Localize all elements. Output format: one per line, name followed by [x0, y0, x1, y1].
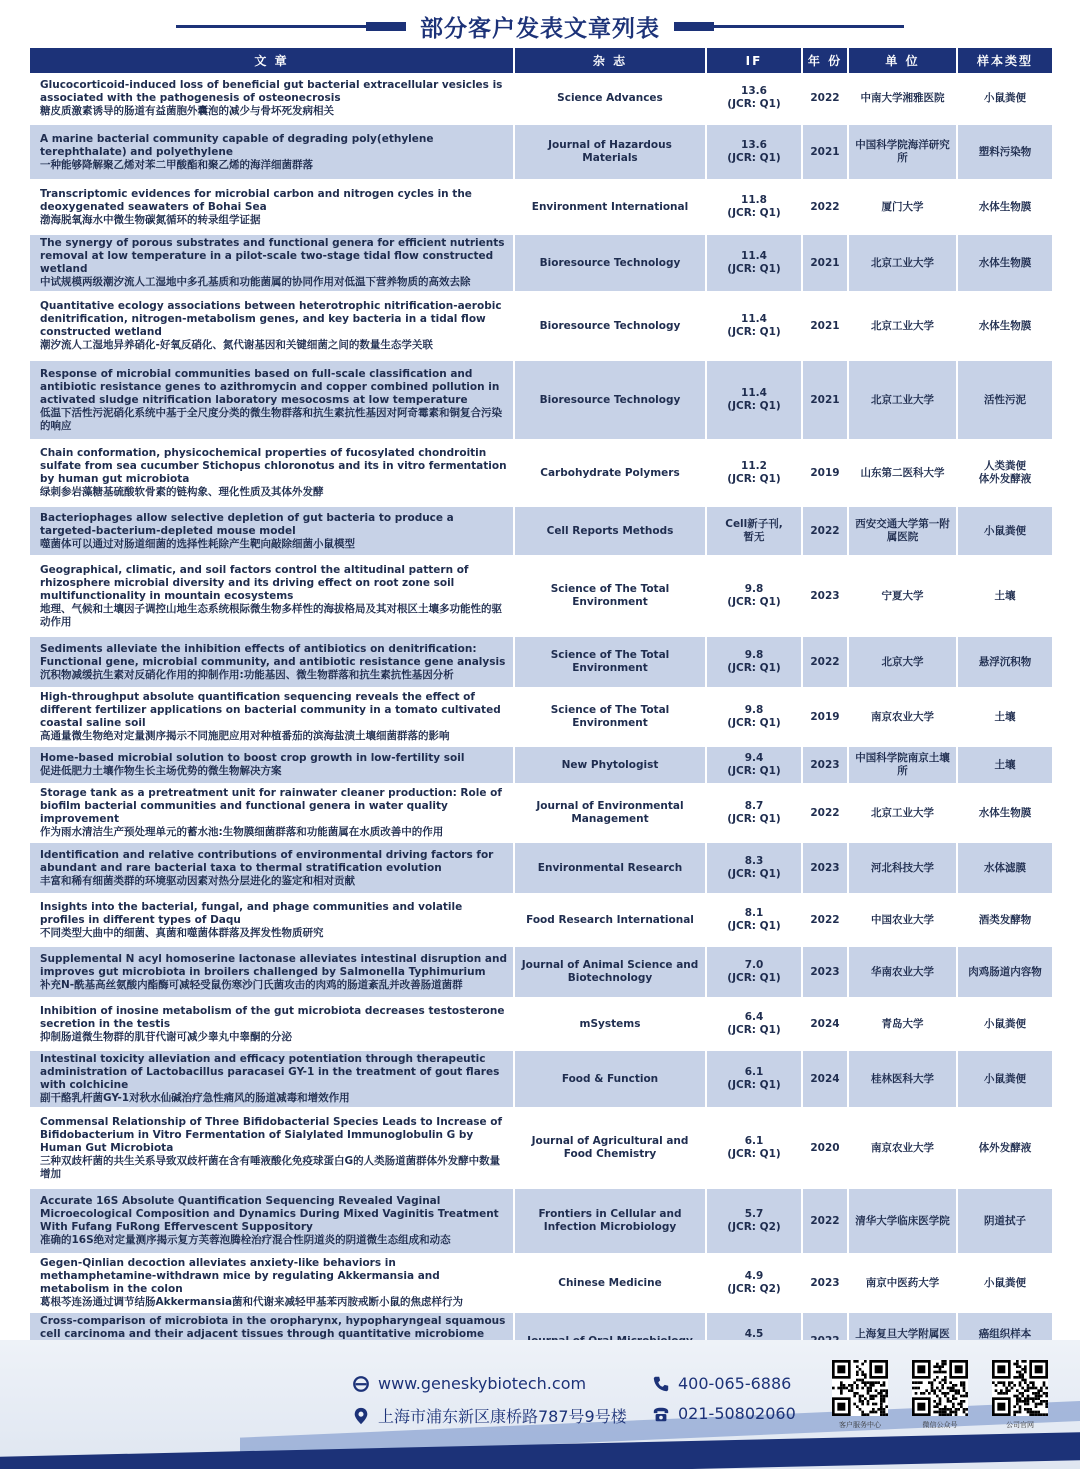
article-title-cell	[30, 747, 513, 785]
sample-type-cell: 人类粪便 体外发酵液	[958, 441, 1052, 507]
phone-hotline-text: 400-065-6886	[678, 1374, 792, 1393]
sample-type-cell: 塑料污染物	[958, 125, 1052, 181]
article-title-cn: 抑制肠道微生物群的肌苷代谢可减少睾丸中睾酮的分泌	[40, 1030, 292, 1043]
journal-cell: Bioresource Technology	[515, 293, 705, 361]
table-row	[30, 1109, 1052, 1189]
sample-type-cell: 小鼠粪便	[958, 507, 1052, 557]
article-title-cn: 糖皮质激素诱导的肠道有益菌胞外囊泡的减少与骨坏死发病相关	[40, 104, 334, 117]
unit-cell: 北京工业大学	[849, 361, 956, 441]
table-row	[30, 125, 1052, 181]
impact-factor-cell	[707, 125, 801, 181]
impact-factor-cell	[707, 689, 801, 747]
article-title-en: Quantitative ecology associations between heterotrophic nitrification-aerobic denitrification, nitrogen-metabolism genes, and key bacteria in a tidal flow constructed wetland	[40, 300, 502, 338]
article-title-en: Commensal Relationship of Three Bifidobacterial Species Leads to Increase of Bifidobacterium in Vitro Fermentation of Sialylated Immunoglobulin G by Human Gut Microbiota	[40, 1115, 503, 1154]
impact-factor-cell	[707, 843, 801, 895]
year-cell: 2021	[803, 235, 847, 293]
table-row	[30, 293, 1052, 361]
impact-factor-quartile: (JCR: Q1)	[727, 813, 781, 825]
year-cell: 2023	[803, 1255, 847, 1313]
column-header-year: 年 份	[803, 48, 847, 73]
impact-factor-cell	[707, 999, 801, 1051]
sample-type-cell: 土壤	[958, 747, 1052, 785]
table-row	[30, 895, 1052, 947]
impact-factor-value: 9.4	[744, 752, 764, 764]
sample-type-cell: 体外发酵液	[958, 1109, 1052, 1189]
title-decoration-left	[176, 25, 406, 28]
impact-factor-cell	[707, 73, 801, 125]
impact-factor-quartile: (JCR: Q1)	[727, 473, 781, 485]
web-icon	[352, 1375, 370, 1393]
article-title-cn: 促进低肥力土壤作物生长主场优势的微生物解决方案	[40, 765, 282, 777]
article-title-cn: 沉积物减缓抗生素对反硝化作用的抑制作用:功能基因、微生物群落和抗生素抗性基因分析	[40, 668, 454, 681]
impact-factor-value: 6.4	[744, 1011, 764, 1023]
impact-factor-cell	[707, 557, 801, 637]
impact-factor-value: Cell新子刊,	[725, 518, 783, 530]
article-title-cell	[30, 361, 513, 441]
year-cell: 2022	[803, 507, 847, 557]
unit-cell: 厦门大学	[849, 181, 956, 235]
unit-cell: 宁夏大学	[849, 557, 956, 637]
impact-factor-cell	[707, 895, 801, 947]
impact-factor-cell	[707, 947, 801, 999]
table-row	[30, 747, 1052, 785]
impact-factor-quartile: (JCR: Q1)	[727, 263, 781, 275]
table-row	[30, 999, 1052, 1051]
impact-factor-quartile: 暂无	[743, 531, 765, 543]
unit-cell: 华南农业大学	[849, 947, 956, 999]
article-title-cell	[30, 689, 513, 747]
website-link[interactable]	[352, 1374, 586, 1393]
article-title-cell	[30, 1051, 513, 1109]
table-row	[30, 73, 1052, 125]
article-title-cell	[30, 637, 513, 689]
article-title-en: Cross-comparison of microbiota in the oropharynx, hypopharyngeal squamous cell carcinoma and their adjacent tissues through quantitative microbiome	[40, 1315, 506, 1340]
table-row	[30, 785, 1052, 843]
column-header-sample-type: 样本类型	[958, 48, 1052, 73]
impact-factor-value: 8.7	[744, 800, 764, 812]
journal-cell: Bioresource Technology	[515, 235, 705, 293]
qr-code-icon	[992, 1360, 1048, 1416]
website-text: www.geneskybiotech.com	[378, 1374, 587, 1393]
article-title-cn: 绿刺参岩藻糖基硫酸软骨素的链构象、理化性质及其体外发酵	[40, 486, 324, 498]
unit-cell: 北京大学	[849, 637, 956, 689]
table-row	[30, 1189, 1052, 1255]
impact-factor-cell	[707, 361, 801, 441]
column-header-article: 文 章	[30, 48, 513, 73]
article-title-cn: 高通量微生物绝对定量测序揭示不同施肥应用对种植番茄的滨海盐渍土壤细菌群落的影响	[40, 730, 450, 742]
journal-cell: Science of The Total Environment	[515, 637, 705, 689]
year-cell: 2019	[803, 441, 847, 507]
phone-hotline[interactable]	[652, 1374, 791, 1393]
unit-cell: 河北科技大学	[849, 843, 956, 895]
unit-cell: 中国农业大学	[849, 895, 956, 947]
year-cell: 2022	[803, 895, 847, 947]
article-title-en: Sediments alleviate the inhibition effects of antibiotics on denitrification: Functional gene, microbial community, and antibiotic resistance gene analysis	[40, 642, 506, 668]
impact-factor-value: 8.3	[744, 855, 764, 867]
article-title-cell	[30, 785, 513, 843]
impact-factor-cell	[707, 637, 801, 689]
article-title-cn: 作为雨水清洁生产预处理单元的蓄水池:生物膜细菌群落和功能菌属在水质改善中的作用	[40, 826, 444, 838]
sample-type-cell: 阴道拭子	[958, 1189, 1052, 1255]
journal-cell: mSystems	[515, 999, 705, 1051]
year-cell: 2022	[803, 637, 847, 689]
impact-factor-value: 4.9	[744, 1270, 764, 1282]
article-title-en: High-throughput absolute quantification sequencing reveals the effect of different fertilizer applications on bacterial community in a tomato cultivated coastal saline soil	[40, 691, 501, 729]
title-decoration-right	[674, 25, 904, 28]
article-title-cn: 三种双歧杆菌的共生关系导致双歧杆菌在含有唾液酸化免疫球蛋白G的人类肠道菌群体外发酵中数量增加	[40, 1154, 501, 1180]
impact-factor-quartile: (JCR: Q1)	[727, 662, 781, 674]
year-cell: 2022	[803, 1189, 847, 1255]
table-row	[30, 1255, 1052, 1313]
journal-cell: Bioresource Technology	[515, 361, 705, 441]
qr-code-icon	[832, 1360, 888, 1416]
qr-website[interactable]	[992, 1360, 1048, 1430]
article-title-cell	[30, 895, 513, 947]
impact-factor-value: 11.4	[741, 387, 767, 399]
journal-cell: Science Advances	[515, 73, 705, 125]
journal-cell: Journal of Environmental Management	[515, 785, 705, 843]
unit-cell: 北京工业大学	[849, 293, 956, 361]
phone-landline[interactable]	[652, 1404, 796, 1423]
column-header-journal: 杂 志	[515, 48, 705, 73]
article-title-cn: 噬菌体可以通过对肠道细菌的选择性耗除产生靶向敲除细菌小鼠模型	[40, 537, 355, 550]
sample-type-cell: 水体滤膜	[958, 843, 1052, 895]
impact-factor-cell	[707, 785, 801, 843]
article-title-en: Inhibition of inosine metabolism of the gut microbiota decreases testosterone secretion in the testis	[40, 1004, 505, 1030]
articles-table	[28, 48, 1054, 1371]
article-title-en: Gegen-Qinlian decoction alleviates anxiety-like behaviors in methamphetamine-withdrawn mice by regulating Akkermansia and metabolism in the colon	[40, 1257, 440, 1295]
unit-cell: 山东第二医科大学	[849, 441, 956, 507]
unit-cell: 西安交通大学第一附属医院	[849, 507, 956, 557]
page-title-bar	[0, 6, 1080, 46]
impact-factor-quartile: (JCR: Q2)	[727, 1283, 781, 1295]
unit-cell: 中国科学院南京土壤所	[849, 747, 956, 785]
article-title-cn: 不同类型大曲中的细菌、真菌和噬菌体群落及挥发性物质研究	[40, 926, 324, 939]
table-row	[30, 1051, 1052, 1109]
article-title-en: Bacteriophages allow selective depletion of gut bacteria to produce a targeted-bacterium-depleted mouse model	[40, 511, 454, 537]
unit-cell: 桂林医科大学	[849, 1051, 956, 1109]
journal-cell: Science of The Total Environment	[515, 557, 705, 637]
impact-factor-quartile: (JCR: Q1)	[727, 207, 781, 219]
table-row	[30, 843, 1052, 895]
year-cell: 2023	[803, 747, 847, 785]
impact-factor-value: 13.6	[741, 139, 767, 151]
telephone-icon	[652, 1405, 670, 1423]
impact-factor-quartile: (JCR: Q1)	[727, 596, 781, 608]
impact-factor-quartile: (JCR: Q1)	[727, 152, 781, 164]
impact-factor-value: 9.8	[744, 704, 764, 716]
table-row	[30, 441, 1052, 507]
impact-factor-quartile: (JCR: Q1)	[727, 98, 781, 110]
year-cell: 2021	[803, 361, 847, 441]
sample-type-cell: 酒类发酵物	[958, 895, 1052, 947]
table-row	[30, 637, 1052, 689]
journal-cell: Environment International	[515, 181, 705, 235]
impact-factor-value: 11.2	[741, 460, 767, 472]
year-cell: 2023	[803, 947, 847, 999]
location-pin-icon	[352, 1407, 370, 1425]
journal-cell: Science of The Total Environment	[515, 689, 705, 747]
journal-cell: Journal of Animal Science and Biotechnology	[515, 947, 705, 999]
article-title-cn: 地理、气候和土壤因子调控山地生态系统根际微生物多样性的海拔格局及其对根区土壤多功能性的驱动作用	[40, 602, 502, 628]
impact-factor-cell	[707, 293, 801, 361]
article-title-cell	[30, 507, 513, 557]
article-title-cell	[30, 441, 513, 507]
article-title-cn: 中试规模两级潮汐流人工湿地中多孔基质和功能菌属的协同作用对低温下营养物质的高效去除	[40, 276, 471, 288]
unit-cell: 中南大学湘雅医院	[849, 73, 956, 125]
unit-cell: 南京中医药大学	[849, 1255, 956, 1313]
article-title-cn: 一种能够降解聚乙烯对苯二甲酸酯和聚乙烯的海洋细菌群落	[40, 158, 313, 171]
year-cell: 2021	[803, 125, 847, 181]
table-row	[30, 947, 1052, 999]
article-title-en: Geographical, climatic, and soil factors control the altitudinal pattern of rhizosphere microbial diversity and its driving effect on root zone soil multifunctionality in mountain ecosystems	[40, 563, 469, 602]
year-cell: 2019	[803, 689, 847, 747]
year-cell: 2021	[803, 293, 847, 361]
impact-factor-quartile: (JCR: Q1)	[727, 1148, 781, 1160]
sample-type-cell: 小鼠粪便	[958, 73, 1052, 125]
article-title-en: Home-based microbial solution to boost crop growth in low-fertility soil	[40, 752, 465, 764]
impact-factor-cell	[707, 1189, 801, 1255]
impact-factor-value: 9.8	[744, 649, 764, 661]
journal-cell: Journal of Agricultural and Food Chemistry	[515, 1109, 705, 1189]
sample-type-cell: 活性污泥	[958, 361, 1052, 441]
impact-factor-value: 4.5	[744, 1328, 764, 1340]
sample-type-cell: 小鼠粪便	[958, 1051, 1052, 1109]
article-title-cn: 葛根芩连汤通过调节结肠Akkermansia菌和代谢来减轻甲基苯丙胺戒断小鼠的焦虑样行为	[40, 1296, 464, 1308]
impact-factor-value: 5.7	[744, 1208, 764, 1220]
journal-cell: New Phytologist	[515, 747, 705, 785]
article-title-cn: 副干酪乳杆菌GY-1对秋水仙碱治疗急性痛风的肠道减毒和增效作用	[40, 1092, 350, 1104]
journal-cell: Food & Function	[515, 1051, 705, 1109]
sample-type-cell: 水体生物膜	[958, 293, 1052, 361]
sample-type-cell: 土壤	[958, 689, 1052, 747]
table-header-row	[30, 48, 1052, 73]
impact-factor-quartile: (JCR: Q1)	[727, 326, 781, 338]
article-title-en: Chain conformation, physicochemical properties of fucosylated chondroitin sulfate from sea cucumber Stichopus chloronotus and its in vitro fermentation by human gut microbiota	[40, 447, 507, 485]
impact-factor-value: 11.8	[741, 194, 767, 206]
impact-factor-quartile: (JCR: Q1)	[727, 920, 781, 932]
article-title-cell	[30, 125, 513, 181]
page-title: 部分客户发表文章列表	[420, 15, 660, 42]
article-title-en: Supplemental N acyl homoserine lactonase alleviates intestinal disruption and improves gut microbiota in broilers challenged by Salmonella Typhimurium	[40, 952, 507, 978]
qr-customer-service[interactable]	[832, 1360, 888, 1430]
table-row	[30, 507, 1052, 557]
impact-factor-value: 7.0	[744, 959, 764, 971]
sample-type-cell: 水体生物膜	[958, 785, 1052, 843]
journal-cell: Frontiers in Cellular and Infection Microbiology	[515, 1189, 705, 1255]
sample-type-cell: 悬浮沉积物	[958, 637, 1052, 689]
article-title-cell	[30, 1255, 513, 1313]
sample-type-cell: 肉鸡肠道内容物	[958, 947, 1052, 999]
impact-factor-value: 11.4	[741, 250, 767, 262]
sample-type-cell: 水体生物膜	[958, 235, 1052, 293]
year-cell: 2023	[803, 557, 847, 637]
year-cell: 2022	[803, 73, 847, 125]
journal-cell: Journal of Hazardous Materials	[515, 125, 705, 181]
qr-caption: 客户服务中心	[839, 1421, 881, 1429]
sample-type-cell: 水体生物膜	[958, 181, 1052, 235]
article-title-en: Response of microbial communities based on full-scale classification and antibiotic resistance genes to azithromycin and copper combined pollution in activated sludge nitrification laboratory mesocosms at low temperature	[40, 367, 500, 406]
article-title-cn: 低温下活性污泥硝化系统中基于全尺度分类的微生物群落和抗生素抗性基因对阿奇霉素和铜复合污染的响应	[40, 406, 502, 432]
article-title-en: Insights into the bacterial, fungal, and phage communities and volatile profiles in different types of Daqu	[40, 900, 463, 926]
year-cell: 2022	[803, 785, 847, 843]
unit-cell: 中国科学院海洋研究所	[849, 125, 956, 181]
impact-factor-cell	[707, 1051, 801, 1109]
phone-landline-text: 021-50802060	[678, 1404, 796, 1423]
impact-factor-quartile: (JCR: Q1)	[727, 400, 781, 412]
article-title-cn: 准确的16S绝对定量测序揭示复方芙蓉泡腾栓治疗混合性阴道炎的阴道微生态组成和动态	[40, 1234, 451, 1246]
article-title-en: A marine bacterial community capable of degrading poly(ethylene terephthalate) and polyethylene	[40, 132, 434, 158]
impact-factor-cell	[707, 1109, 801, 1189]
impact-factor-value: 6.1	[744, 1135, 764, 1147]
impact-factor-quartile: (JCR: Q1)	[727, 1079, 781, 1091]
impact-factor-cell	[707, 441, 801, 507]
impact-factor-quartile: (JCR: Q1)	[727, 717, 781, 729]
article-title-cell	[30, 947, 513, 999]
qr-code-icon	[912, 1360, 968, 1416]
article-title-cn: 补充N-酰基高丝氨酸内酯酶可减轻受鼠伤寒沙门氏菌攻击的肉鸡的肠道紊乱并改善肠道菌群	[40, 978, 463, 991]
journal-cell: Cell Reports Methods	[515, 507, 705, 557]
article-title-cell	[30, 999, 513, 1051]
journal-cell: Environmental Research	[515, 843, 705, 895]
article-title-cell	[30, 1189, 513, 1255]
qr-wechat[interactable]	[912, 1360, 968, 1430]
impact-factor-value: 6.1	[744, 1066, 764, 1078]
article-title-en: Transcriptomic evidences for microbial carbon and nitrogen cycles in the deoxygenated seawaters of Bohai Sea	[40, 187, 472, 213]
unit-cell: 清华大学临床医学院	[849, 1189, 956, 1255]
year-cell: 2024	[803, 1051, 847, 1109]
article-title-en: The synergy of porous substrates and functional genera for efficient nutrients removal at low temperature in a pilot-scale two-stage tidal flow constructed wetland	[40, 237, 505, 275]
article-title-en: Accurate 16S Absolute Quantification Sequencing Revealed Vaginal Microecological Composition and Dynamics During Mixed Vaginitis Treatment With Fufang FuRong Effervescent Suppository	[40, 1195, 499, 1233]
article-title-cell	[30, 181, 513, 235]
unit-cell: 南京农业大学	[849, 689, 956, 747]
impact-factor-quartile: (JCR: Q1)	[727, 765, 781, 777]
unit-cell: 南京农业大学	[849, 1109, 956, 1189]
sample-type-cell: 小鼠粪便	[958, 1255, 1052, 1313]
article-title-en: Identification and relative contributions of environmental driving factors for abundant and rare bacterial taxa to thermal stratification evolution	[40, 848, 494, 874]
address-text: 上海市浦东新区康桥路787号9号楼	[378, 1407, 627, 1426]
sample-type-cell: 土壤	[958, 557, 1052, 637]
phone-icon	[652, 1375, 670, 1393]
impact-factor-cell	[707, 507, 801, 557]
impact-factor-value: 8.1	[744, 907, 764, 919]
footer	[0, 1340, 1080, 1469]
article-title-cell	[30, 843, 513, 895]
article-title-cn: 渤海脱氧海水中微生物碳氮循环的转录组学证据	[40, 213, 261, 226]
article-title-cell	[30, 1109, 513, 1189]
impact-factor-quartile: (JCR: Q1)	[727, 972, 781, 984]
year-cell: 2023	[803, 843, 847, 895]
impact-factor-cell	[707, 747, 801, 785]
column-header-unit: 单 位	[849, 48, 956, 73]
impact-factor-cell	[707, 235, 801, 293]
article-title-cn: 丰富和稀有细菌类群的环境驱动因素对热分层进化的鉴定和相对贡献	[40, 874, 355, 887]
unit-cell: 青岛大学	[849, 999, 956, 1051]
impact-factor-quartile: (JCR: Q1)	[727, 868, 781, 880]
table-row	[30, 689, 1052, 747]
year-cell: 2022	[803, 181, 847, 235]
unit-cell: 北京工业大学	[849, 235, 956, 293]
column-header-if: IF	[707, 48, 801, 73]
article-title-cn: 潮汐流人工湿地异养硝化-好氧反硝化、氮代谢基因和关键细菌之间的数量生态学关联	[40, 339, 433, 351]
qr-caption: 公司官网	[1006, 1421, 1034, 1429]
article-title-en: Glucocorticoid-induced loss of beneficial gut bacterial extracellular vesicles is associated with the pathogenesis of osteonecrosis	[40, 78, 503, 104]
sample-type-cell: 癌组织样本	[958, 1313, 1052, 1371]
unit-cell: 上海复旦大学附属医	[849, 1313, 956, 1371]
impact-factor-value: 13.6	[741, 85, 767, 97]
table-row	[30, 361, 1052, 441]
year-cell: 2020	[803, 1109, 847, 1189]
table-row	[30, 235, 1052, 293]
year-cell: 2024	[803, 999, 847, 1051]
impact-factor-quartile: (JCR: Q1)	[727, 1024, 781, 1036]
article-title-en: Intestinal toxicity alleviation and efficacy potentiation through therapeutic administration of Lactobacillus paracasei GY-1 in the treatment of gout flares with colchicine	[40, 1053, 500, 1091]
table-row	[30, 181, 1052, 235]
article-title-cell	[30, 235, 513, 293]
impact-factor-cell	[707, 181, 801, 235]
impact-factor-value: 9.8	[744, 583, 764, 595]
article-title-en: Storage tank as a pretreatment unit for rainwater cleaner production: Role of biofilm bacterial communities and functional genera in water quality improvement	[40, 787, 502, 825]
sample-type-cell: 小鼠粪便	[958, 999, 1052, 1051]
article-title-cell	[30, 293, 513, 361]
journal-cell: Carbohydrate Polymers	[515, 441, 705, 507]
article-title-cell	[30, 557, 513, 637]
impact-factor-quartile: (JCR: Q2)	[727, 1221, 781, 1233]
article-title-cell	[30, 73, 513, 125]
journal-cell: Chinese Medicine	[515, 1255, 705, 1313]
unit-cell: 北京工业大学	[849, 785, 956, 843]
journal-cell: Food Research International	[515, 895, 705, 947]
address	[352, 1404, 627, 1427]
impact-factor-cell	[707, 1255, 801, 1313]
table-row	[30, 557, 1052, 637]
impact-factor-value: 11.4	[741, 313, 767, 325]
qr-caption: 微信公众号	[922, 1421, 958, 1429]
